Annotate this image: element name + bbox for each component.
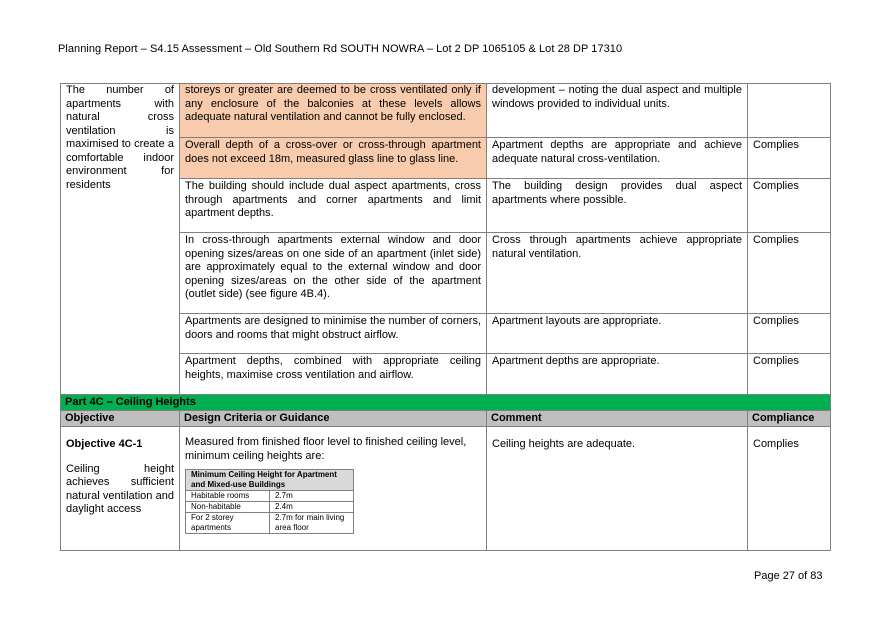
- compliance-cell: [748, 84, 831, 138]
- page-header: Planning Report – S4.15 Assessment – Old Southern Rd SOUTH NOWRA – Lot 2 DP 1065105 & Lot 28 DP 17310: [58, 43, 623, 55]
- inner-table-label: Non-habitable: [186, 502, 270, 513]
- comment-cell: Apartment depths are appropriate.: [487, 354, 748, 395]
- inner-table-value: 2.7m: [270, 491, 354, 502]
- objective-title: Objective 4C-1: [66, 438, 143, 450]
- column-header-objective: Objective: [61, 411, 180, 427]
- criteria-cell: Apartment depths, combined with appropriate ceiling heights, maximise cross ventilation and airflow.: [180, 354, 487, 395]
- table-row: [61, 84, 831, 138]
- compliance-cell: Complies: [748, 138, 831, 179]
- column-header-criteria: Design Criteria or Guidance: [180, 411, 487, 427]
- comment-cell: Cross through apartments achieve appropriate natural ventilation.: [487, 233, 748, 314]
- table-row: [61, 427, 831, 551]
- criteria-cell: In cross-through apartments external window and door opening sizes/areas on one side of an apartment (inlet side) are approximately equal to the external window and door opening sizes/areas on the other side of the apartment (outlet side) (see figure 4B.4).: [180, 233, 487, 314]
- compliance-cell: Complies: [748, 179, 831, 233]
- column-header-comment: Comment: [487, 411, 748, 427]
- criteria-cell: Overall depth of a cross-over or cross-through apartment does not exceed 18m, measured glass line to glass line.: [180, 138, 487, 179]
- criteria-cell: storeys or greater are deemed to be cross ventilated only if any enclosure of the balconies at these levels allows adequate natural ventilation and cannot be fully enclosed.: [180, 84, 487, 138]
- objective-cell: [61, 427, 180, 551]
- comment-cell: development – noting the dual aspect and multiple windows provided to individual units.: [487, 84, 748, 138]
- section-header-row: [61, 395, 831, 411]
- column-header-row: [61, 411, 831, 427]
- assessment-table: [60, 83, 831, 551]
- page-number: Page 27 of 83: [754, 570, 823, 582]
- comment-cell: Apartment depths are appropriate and achieve adequate natural cross-ventilation.: [487, 138, 748, 179]
- compliance-cell: Complies: [748, 354, 831, 395]
- ceiling-height-table: [185, 469, 354, 534]
- compliance-text: Complies: [753, 438, 799, 450]
- inner-table-header-row: [186, 470, 354, 491]
- inner-table-label: For 2 storey apartments: [186, 513, 270, 534]
- comment-cell: Apartment layouts are appropriate.: [487, 314, 748, 354]
- column-header-compliance: Compliance: [748, 411, 831, 427]
- criteria-cell: Apartments are designed to minimise the number of corners, doors and rooms that might obstruct airflow.: [180, 314, 487, 354]
- inner-table-value: 2.4m: [270, 502, 354, 513]
- objective-4b-text: The number of apartments with natural cross ventilation is maximised to create a comfortable indoor environment for residents: [61, 84, 180, 395]
- comment-text: Ceiling heights are adequate.: [492, 438, 636, 450]
- inner-table-row: [186, 502, 354, 513]
- objective-text: Ceiling height achieves sufficient natural ventilation and daylight access: [66, 462, 174, 515]
- inner-table-label: Habitable rooms: [186, 491, 270, 502]
- criteria-cell: [180, 427, 487, 551]
- section-title: Part 4C – Ceiling Heights: [61, 395, 831, 411]
- compliance-cell: Complies: [748, 314, 831, 354]
- criteria-cell: The building should include dual aspect apartments, cross through apartments and corner apartments and limit apartment depths.: [180, 179, 487, 233]
- inner-table-heading: Minimum Ceiling Height for Apartment and Mixed-use Buildings: [186, 470, 354, 491]
- compliance-cell: Complies: [748, 233, 831, 314]
- comment-cell: [487, 427, 748, 551]
- criteria-text: Measured from finished floor level to finished ceiling level, minimum ceiling heights are:: [185, 436, 467, 462]
- comment-cell: The building design provides dual aspect apartments where possible.: [487, 179, 748, 233]
- compliance-cell: [748, 427, 831, 551]
- inner-table-value: 2.7m for main living area floor: [270, 513, 354, 534]
- inner-table-row: [186, 513, 354, 534]
- inner-table-row: [186, 491, 354, 502]
